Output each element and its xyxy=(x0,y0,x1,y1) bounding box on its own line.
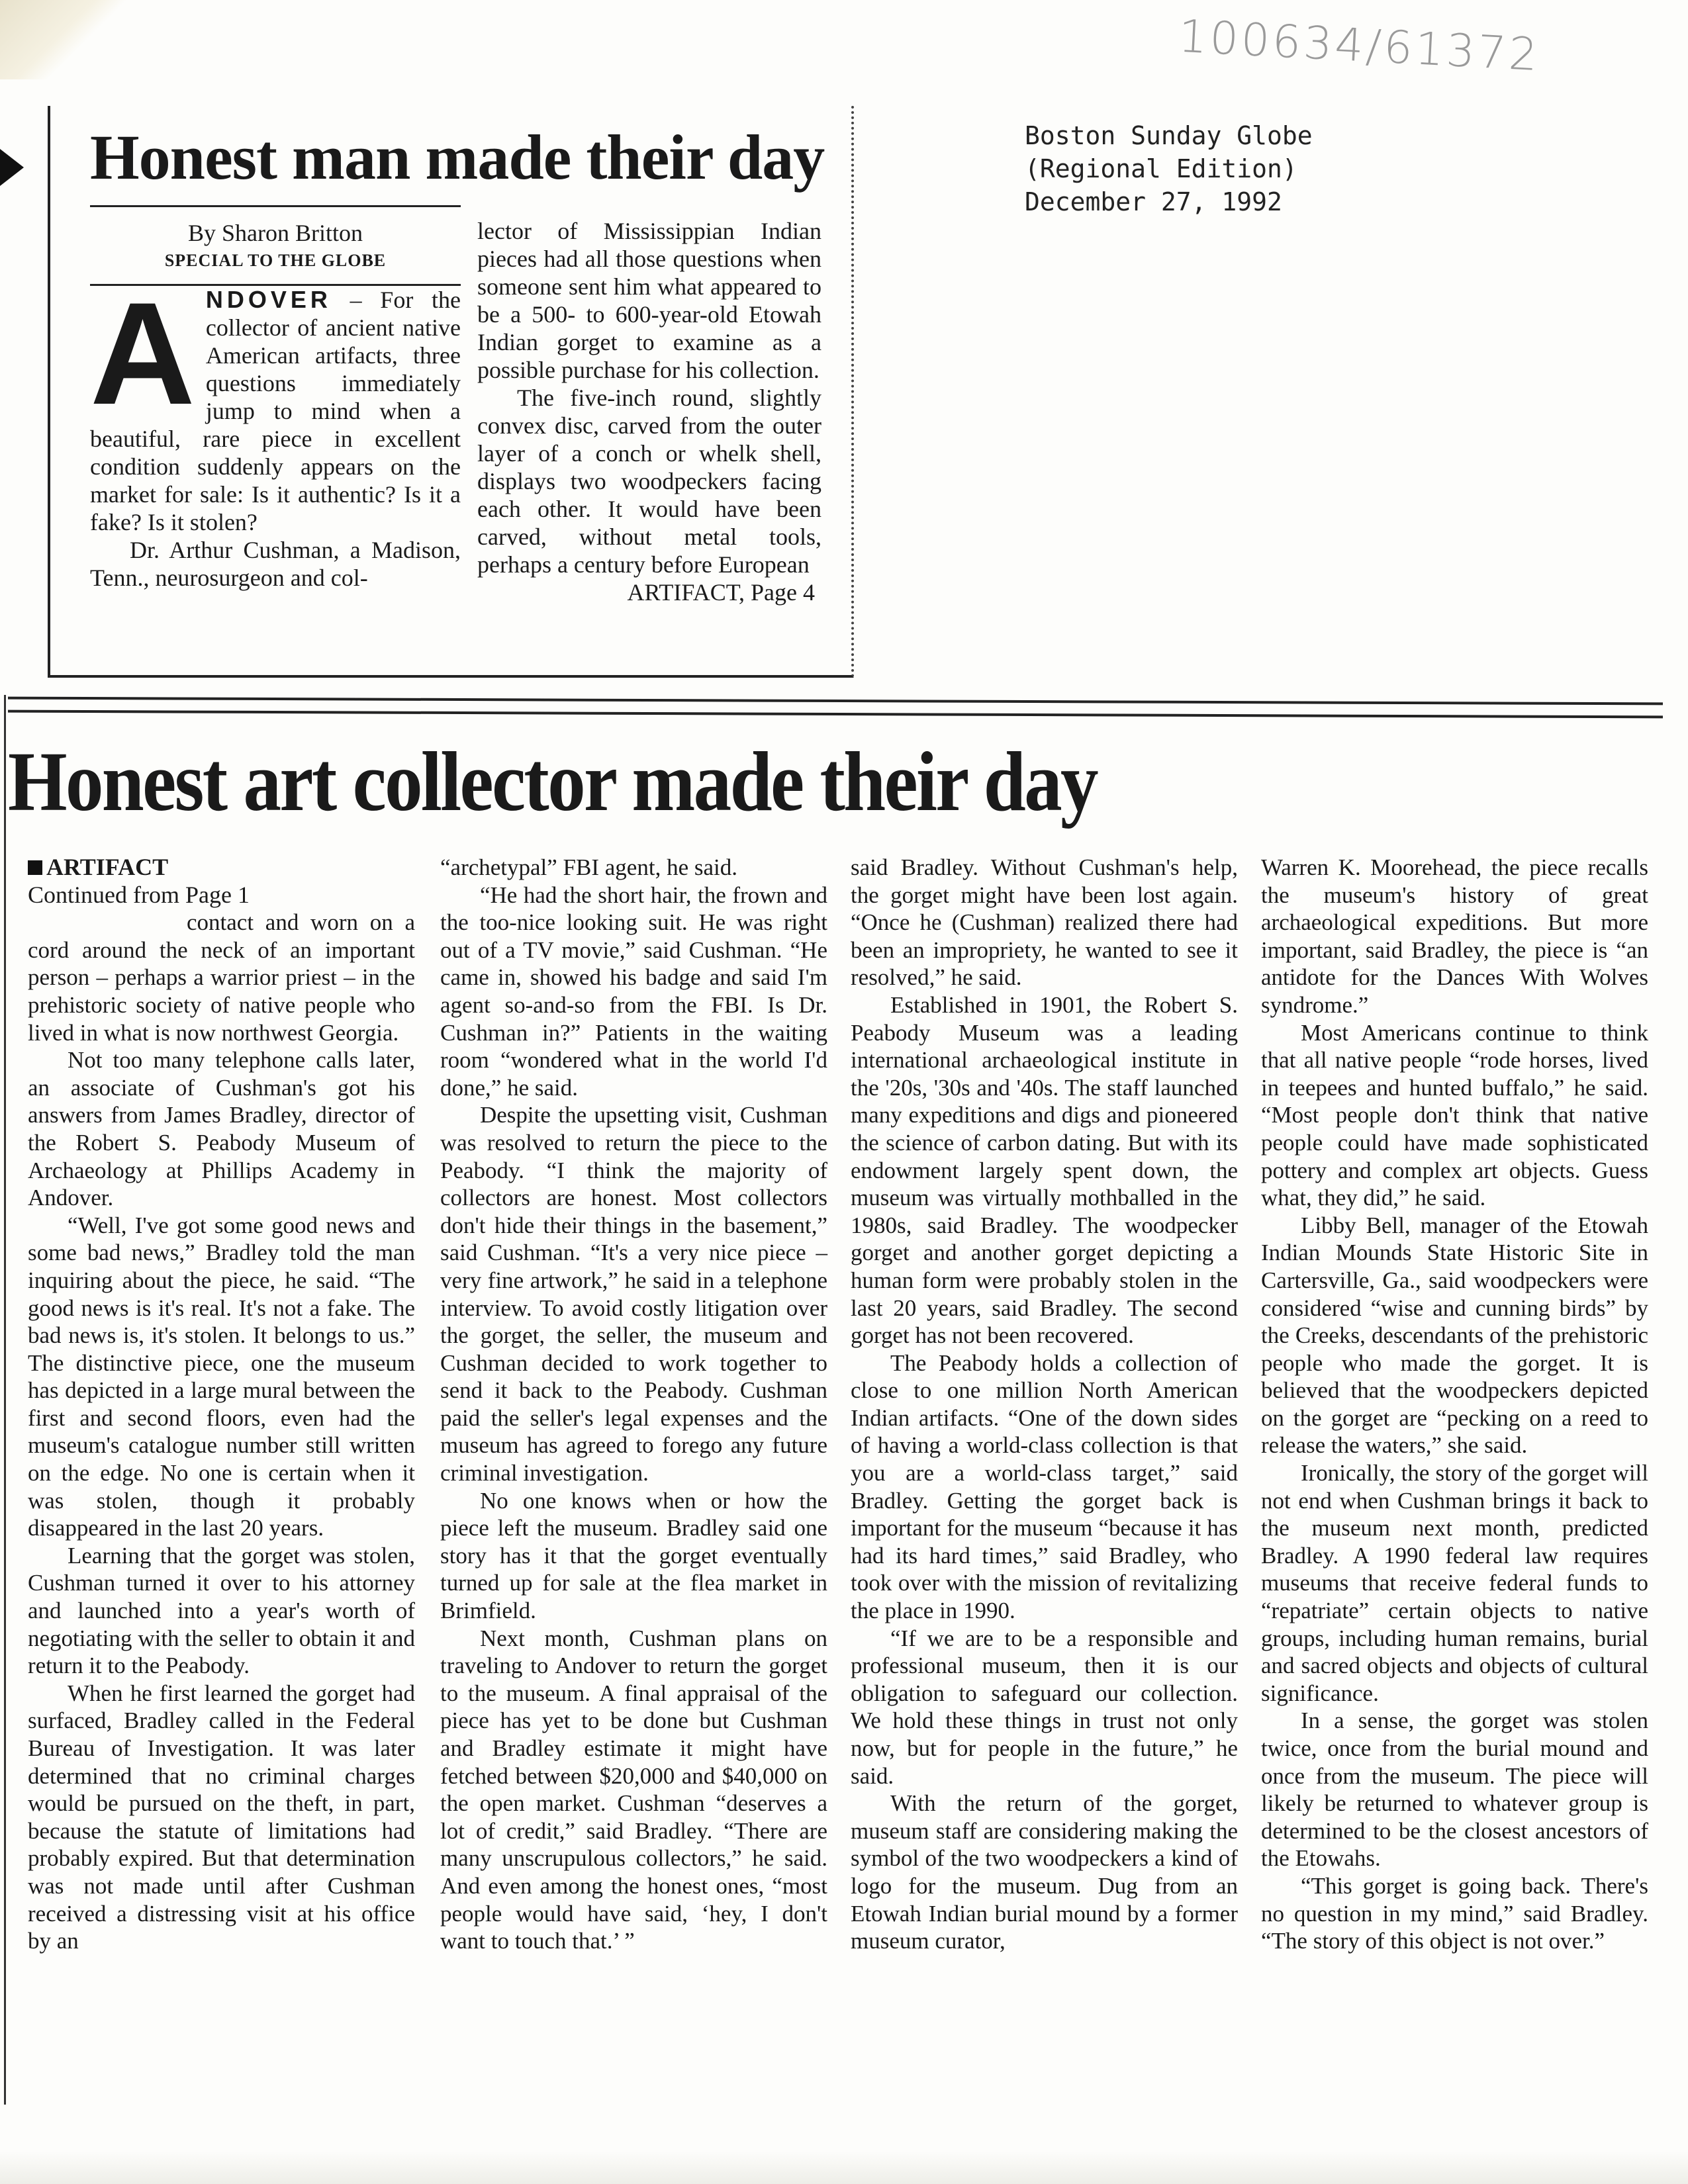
scan-edge xyxy=(0,2151,1688,2184)
source-citation xyxy=(1025,119,1313,218)
edition: (Regional Edition) xyxy=(1025,154,1297,183)
margin-arrow-icon xyxy=(0,149,24,186)
article-column-4 xyxy=(1261,854,1648,1955)
article-column-3 xyxy=(851,854,1238,1955)
paragraph: Not too many telephone calls later, an associate of Cushman's got his answers from James Bradley, director of the Robert S. Peabody Museum of Archaeology at Phillips Academy in Andover. xyxy=(28,1047,415,1211)
publication-name: Boston Sunday Globe xyxy=(1025,121,1313,150)
author-name: By Sharon Britton xyxy=(187,220,363,246)
paragraph: The five-inch round, slightly convex disc, carved from the outer layer of a conch or whelk shell, displays two woodpeckers facing each other. It would have been carved, without metal tools, perhaps a century before European xyxy=(477,385,821,578)
paragraph: When he first learned the gorget had surfaced, Bradley called in the Federal Bureau of Investigation. It was later determined that no criminal charges would be pursued on the theft, in part, because the statute of limitations had probably expired. But that determination was not made until after Cushman received a distressing visit at his office by an xyxy=(28,1680,415,1954)
paragraph: No one knows when or how the piece left the museum. Bradley said one story has it that the gorget eventually turned up for sale at the flea market in Brimfield. xyxy=(440,1487,827,1624)
teaser-title: Honest man made their day xyxy=(90,122,825,193)
paragraph: With the return of the gorget, museum staff are considering making the symbol of the two woodpeckers a kind of logo for the museum. Dug from an Etowah Indian burial mound by a former museum curator, xyxy=(851,1790,1238,1954)
paragraph: Warren K. Moorehead, the piece recalls the museum's history of great archaeological expeditions. But more important, said Bradley, the piece is “an antidote for the Dances With Wolves syndrome.” xyxy=(1261,854,1648,1018)
section-tag xyxy=(28,854,415,882)
paragraph: “He had the short hair, the frown and the too-nice looking suit. He was right out of a TV movie,” said Cushman. “He came in, showed his badge and said I'm agent so-and-so from the FBI. Is Dr. Cushman in?” Patients in the waiting room “wondered what in the world I'd done,” he said. xyxy=(440,882,827,1101)
lead-text: – For the collector of ancient native American artifacts, three questions immediately jump to mind when a beautiful, rare piece in excellent condition suddenly appears on the market for sale: Is it authentic? Is it a fake? Is it stolen? xyxy=(90,287,461,535)
square-bullet-icon xyxy=(28,860,42,875)
lead-paragraph xyxy=(90,286,461,536)
continued-from: Continued from Page 1 xyxy=(28,881,250,908)
paragraph: lector of Mississippian Indian pieces had all those questions when someone sent him what appeared to be a 500- to 600-year-old Etowah Indian gorget to examine as a possible purchase for his collection. xyxy=(477,218,821,383)
paragraph: said Bradley. Without Cushman's help, the gorget might have been lost again. “Once he (Cushman) realized there had been an impropriety, he wanted to see it resolved,” he said. xyxy=(851,854,1238,991)
paragraph: Dr. Arthur Cushman, a Madison, Tenn., neurosurgeon and col- xyxy=(90,537,461,591)
handwritten-reference-number: 100634/61372 xyxy=(1177,10,1542,82)
front-page-teaser xyxy=(48,106,854,678)
section-tag-label: ARTIFACT xyxy=(46,854,169,880)
paragraph: “This gorget is going back. There's no question in my mind,” said Bradley. “The story of this object is not over.” xyxy=(1261,1872,1648,1954)
article-column-1 xyxy=(28,854,415,1955)
article-headline: Honest art collector made their day xyxy=(8,735,1097,829)
paragraph: Despite the upsetting visit, Cushman was resolved to return the piece to the Peabody. “I think the majority of collectors are honest. Most collectors don't hide their things in the basement,” said Cushman. “It's a very nice piece – very fine artwork,” he said in a telephone interview. To avoid costly litigation over the gorget, the seller, the museum and Cushman decided to work together to send it back to the Peabody. Cushman paid the seller's legal expenses and the museum has agreed to forego any future criminal investigation. xyxy=(440,1102,827,1486)
teaser-column-left xyxy=(90,205,461,592)
paragraph: “archetypal” FBI agent, he said. xyxy=(440,854,737,880)
clipping-edge xyxy=(4,695,6,2105)
paragraph: “Well, I've got some good news and some bad news,” Bradley told the man inquiring about the piece, he said. “The good news is it's real. It's not a fake. The bad news is, it's stolen. It belongs to us.” The distinctive piece, one the museum has depicted in a large mural between the first and second floors, even had the museum's catalogue number still written on the edge. No one is certain when it was stolen, though it probably disappeared in the last 20 years. xyxy=(28,1212,415,1541)
dateline: NDOVER xyxy=(205,286,332,313)
paragraph: “If we are to be a responsible and professional museum, then it is our obligation to safeguard our collection. We hold these things in trust not only now, but for people in the future,” he said. xyxy=(851,1625,1238,1789)
paragraph: Libby Bell, manager of the Etowah Indian Mounds State Historic Site in Cartersville, Ga., said woodpeckers were considered “wise and cunning birds” by the Creeks, descendants of the prehistoric people who made the gorget. It is believed that the woodpeckers depicted on the gorget are “pecking on a reed to release the waters,” she said. xyxy=(1261,1212,1648,1459)
paragraph: The Peabody holds a collection of close to one million North American Indian artifacts. “One of the down sides of having a world-class collection is that you are a world-class target,” said Bradley. Getting the gorget back is important for the museum “because it has had its hard times,” said Bradley, who took over with the mission of revitalizing the place in 1990. xyxy=(851,1349,1238,1624)
divider xyxy=(90,205,461,207)
paragraph: Ironically, the story of the gorget will not end when Cushman brings it back to the museum next month, predicted Bradley. A 1990 federal law requires museums that receive federal funds to “repatriate” certain objects to native groups, including human remains, burial and sacred objects and objects of cultural significance. xyxy=(1261,1460,1648,1706)
paragraph: contact and worn on a cord around the neck of an important person – perhaps a warrior priest – in the prehistoric society of native people who lived in what is now northwest Georgia. xyxy=(28,909,415,1046)
article-column-2 xyxy=(440,854,827,1955)
publication-date: December 27, 1992 xyxy=(1025,187,1282,216)
paragraph: Established in 1901, the Robert S. Peabody Museum was a leading international archaeological institute in the '20s, '30s and '40s. The staff launched many expeditions and digs and pioneered the science of carbon dating. But with its endowment largely spent down, the museum was virtually mothballed in the 1980s, said Bradley. The woodpecker gorget and another gorget depicting a human form were probably stolen in the last 20 years, said Bradley. The second gorget has not been recovered. xyxy=(851,991,1238,1349)
teaser-column-right xyxy=(477,217,821,606)
paragraph: Most Americans continue to think that all native people “rode horses, lived in teepees and hunted buffalo,” he said. “Most people don't think that native people could have made sophisticated pottery and complex art objects. Guess what, they did,” he said. xyxy=(1261,1019,1648,1211)
divider xyxy=(8,697,1663,705)
author-affiliation: SPECIAL TO THE GLOBE xyxy=(164,251,387,270)
paragraph: Learning that the gorget was stolen, Cushman turned it over to his attorney and launched into a year's worth of negotiating with the seller to obtain it and return it to the Peabody. xyxy=(28,1542,415,1679)
drop-cap: A xyxy=(90,294,195,410)
jump-line: ARTIFACT, Page 4 xyxy=(627,579,815,606)
divider xyxy=(8,710,1663,719)
paper-fold xyxy=(0,0,132,79)
paragraph: In a sense, the gorget was stolen twice, once from the burial mound and once from the museum. The piece will likely be returned to whatever group is determined to be the closest ancestors of the Etowahs. xyxy=(1261,1707,1648,1872)
paragraph: Next month, Cushman plans on traveling to Andover to return the gorget to the museum. A final appraisal of the piece has yet to be done but Cushman and Bradley estimate it might have fetched between $20,000 and $40,000 on the open market. Cushman “deserves a lot of credit,” said Bradley. “There are many unscrupulous collectors,” he said. And even among the honest ones, “most people would have said, ‘hey, I don't want to touch that.’ ” xyxy=(440,1625,827,1954)
byline xyxy=(90,219,461,275)
